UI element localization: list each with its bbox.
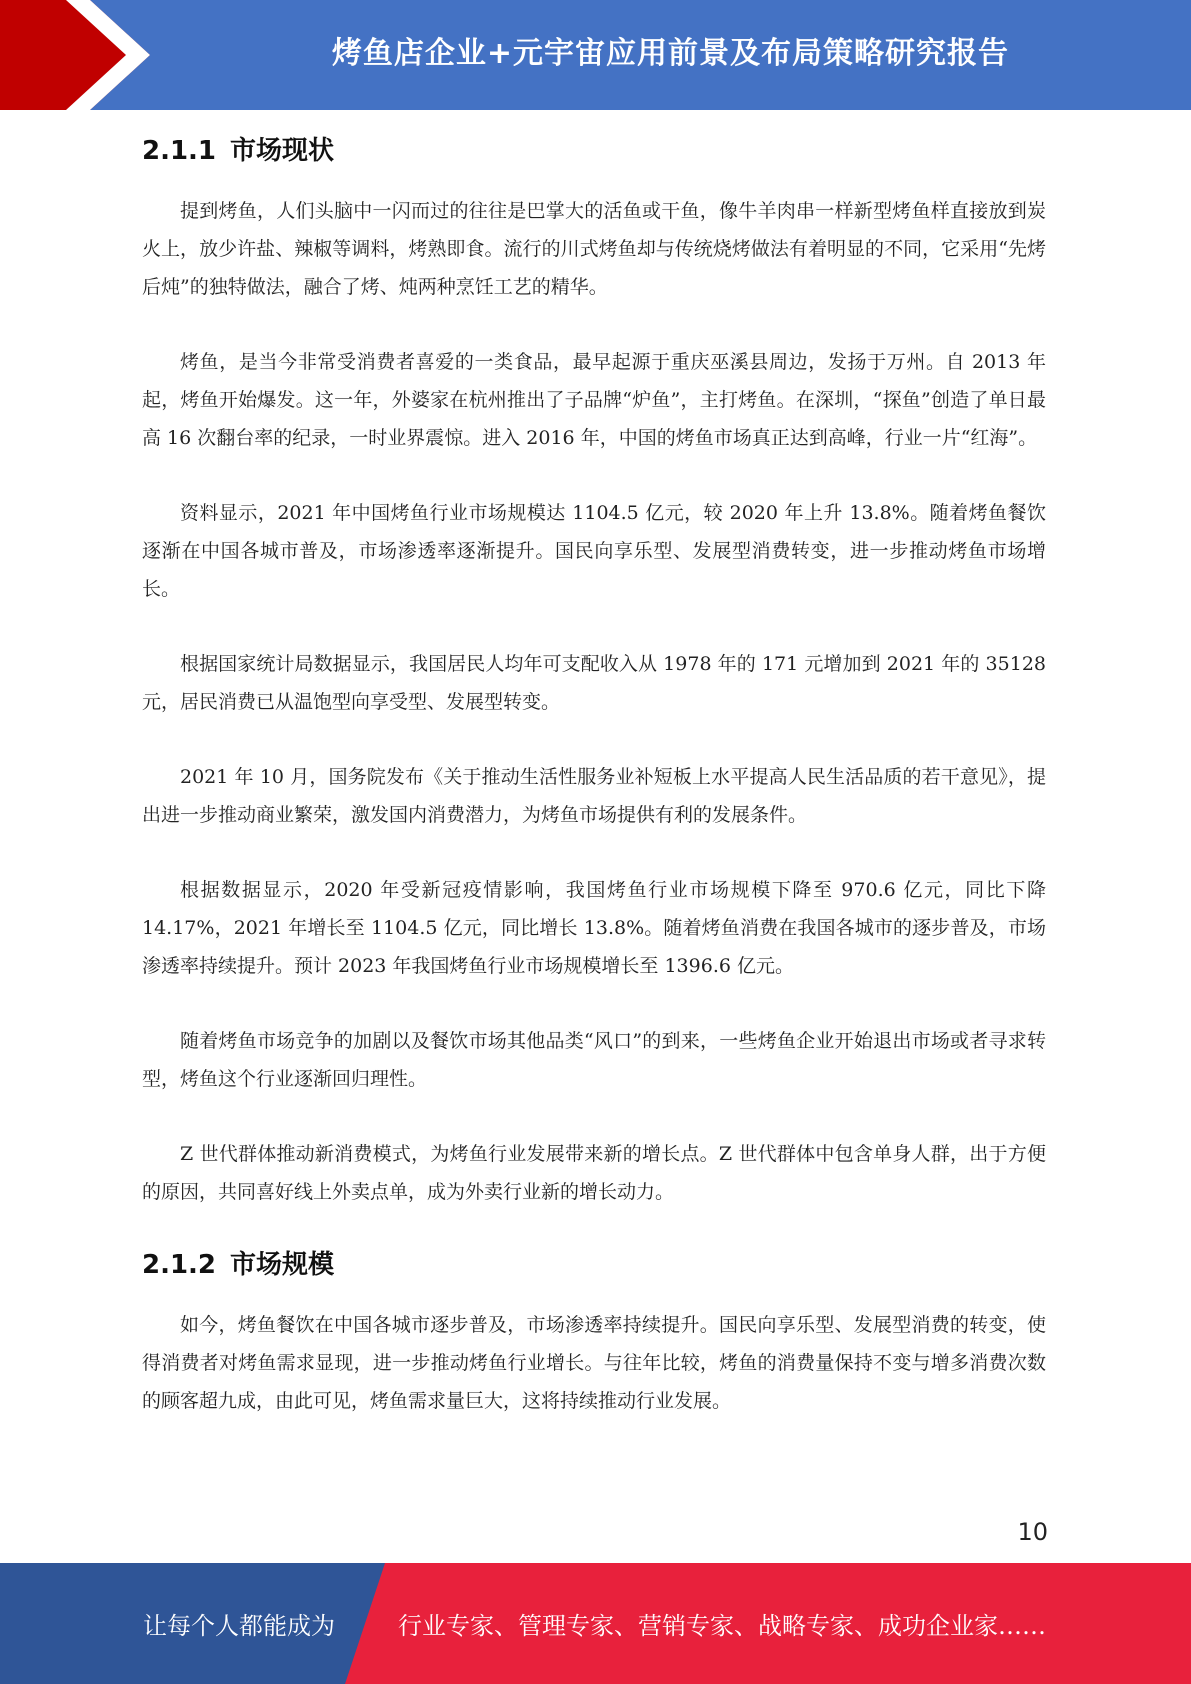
paragraph: 2021 年 10 月，国务院发布《关于推动生活性服务业补短板上水平提高人民生活品质的若干意见》，提出进一步推动商业繁荣，激发国内消费潜力，为烤鱼市场提供有利的发展条件。 — [142, 766, 1046, 826]
paragraph: Z 世代群体推动新消费模式，为烤鱼行业发展带来新的增长点。Z 世代群体中包含单身人群，出于方便的原因，共同喜好线上外卖点单，成为外卖行业新的增长动力。 — [142, 1143, 1046, 1203]
report-title: 烤鱼店企业+元宇宙应用前景及布局策略研究报告 — [331, 36, 1010, 71]
paragraph: 根据国家统计局数据显示，我国居民人均年可支配收入从 1978 年的 171 元增加到 2021 年的 35128 元，居民消费已从温饱型向享受型、发展型转变。 — [142, 653, 1046, 713]
paragraph: 根据数据显示，2020 年受新冠疫情影响，我国烤鱼行业市场规模下降至 970.6 亿元，同比下降 14.17%，2021 年增长至 1104.5 亿元，同比增长 13.8%。随着烤鱼消费在我国各城市的逐步普及，市场渗透率持续提升。预计 2023 年我国烤鱼行业市场规模增长至 1396.6 亿元。 — [142, 879, 1046, 977]
page-footer — [0, 1563, 1191, 1684]
paragraph: 提到烤鱼，人们头脑中一闪而过的往往是巴掌大的活鱼或干鱼，像牛羊肉串一样新型烤鱼样直接放到炭火上，放少许盐、辣椒等调料，烤熟即食。流行的川式烤鱼却与传统烧烤做法有着明显的不同，它采用“先烤后炖”的独特做法，融合了烤、炖两种烹饪工艺的精华。 — [142, 200, 1046, 298]
section-title: 市场现状 — [230, 136, 335, 166]
section-number: 2.1.1 — [142, 136, 217, 166]
section-number: 2.1.2 — [142, 1250, 217, 1280]
section-heading-2-1-1 — [142, 134, 1046, 168]
paragraph: 烤鱼，是当今非常受消费者喜爱的一类食品，最早起源于重庆巫溪县周边，发扬于万州。自 2013 年起，烤鱼开始爆发。这一年，外婆家在杭州推出了子品牌“炉鱼”，主打烤鱼。在深圳，“探鱼”创造了单日最高 16 次翻台率的纪录，一时业界震惊。进入 2016 年，中国的烤鱼市场真正达到高峰，行业一片“红海”。 — [142, 351, 1046, 449]
section-title: 市场规模 — [230, 1250, 335, 1280]
paragraph: 随着烤鱼市场竞争的加剧以及餐饮市场其他品类“风口”的到来，一些烤鱼企业开始退出市场或者寻求转型，烤鱼这个行业逐渐回归理性。 — [142, 1030, 1046, 1090]
page-content — [142, 120, 1046, 1457]
paragraph: 如今，烤鱼餐饮在中国各城市逐步普及，市场渗透率持续提升。国民向享乐型、发展型消费的转变，使得消费者对烤鱼需求显现，进一步推动烤鱼行业增长。与往年比较，烤鱼的消费量保持不变与增多消费次数的顾客超九成，由此可见，烤鱼需求量巨大，这将持续推动行业发展。 — [142, 1314, 1046, 1412]
page-number: 10 — [1017, 1518, 1048, 1546]
paragraph: 资料显示，2021 年中国烤鱼行业市场规模达 1104.5 亿元，较 2020 年上升 13.8%。随着烤鱼餐饮逐渐在中国各城市普及，市场渗透率逐渐提升。国民向享乐型、发展型消费转变，进一步推动烤鱼市场增长。 — [142, 502, 1046, 600]
report-header — [0, 0, 1191, 110]
header-arrow-decoration — [0, 0, 150, 110]
footer-slogan-left: 让每个人都能成为 — [143, 1612, 335, 1640]
footer-slogan-right: 行业专家、管理专家、营销专家、战略专家、成功企业家…… — [398, 1612, 1046, 1640]
section-heading-2-1-2 — [142, 1248, 1046, 1282]
